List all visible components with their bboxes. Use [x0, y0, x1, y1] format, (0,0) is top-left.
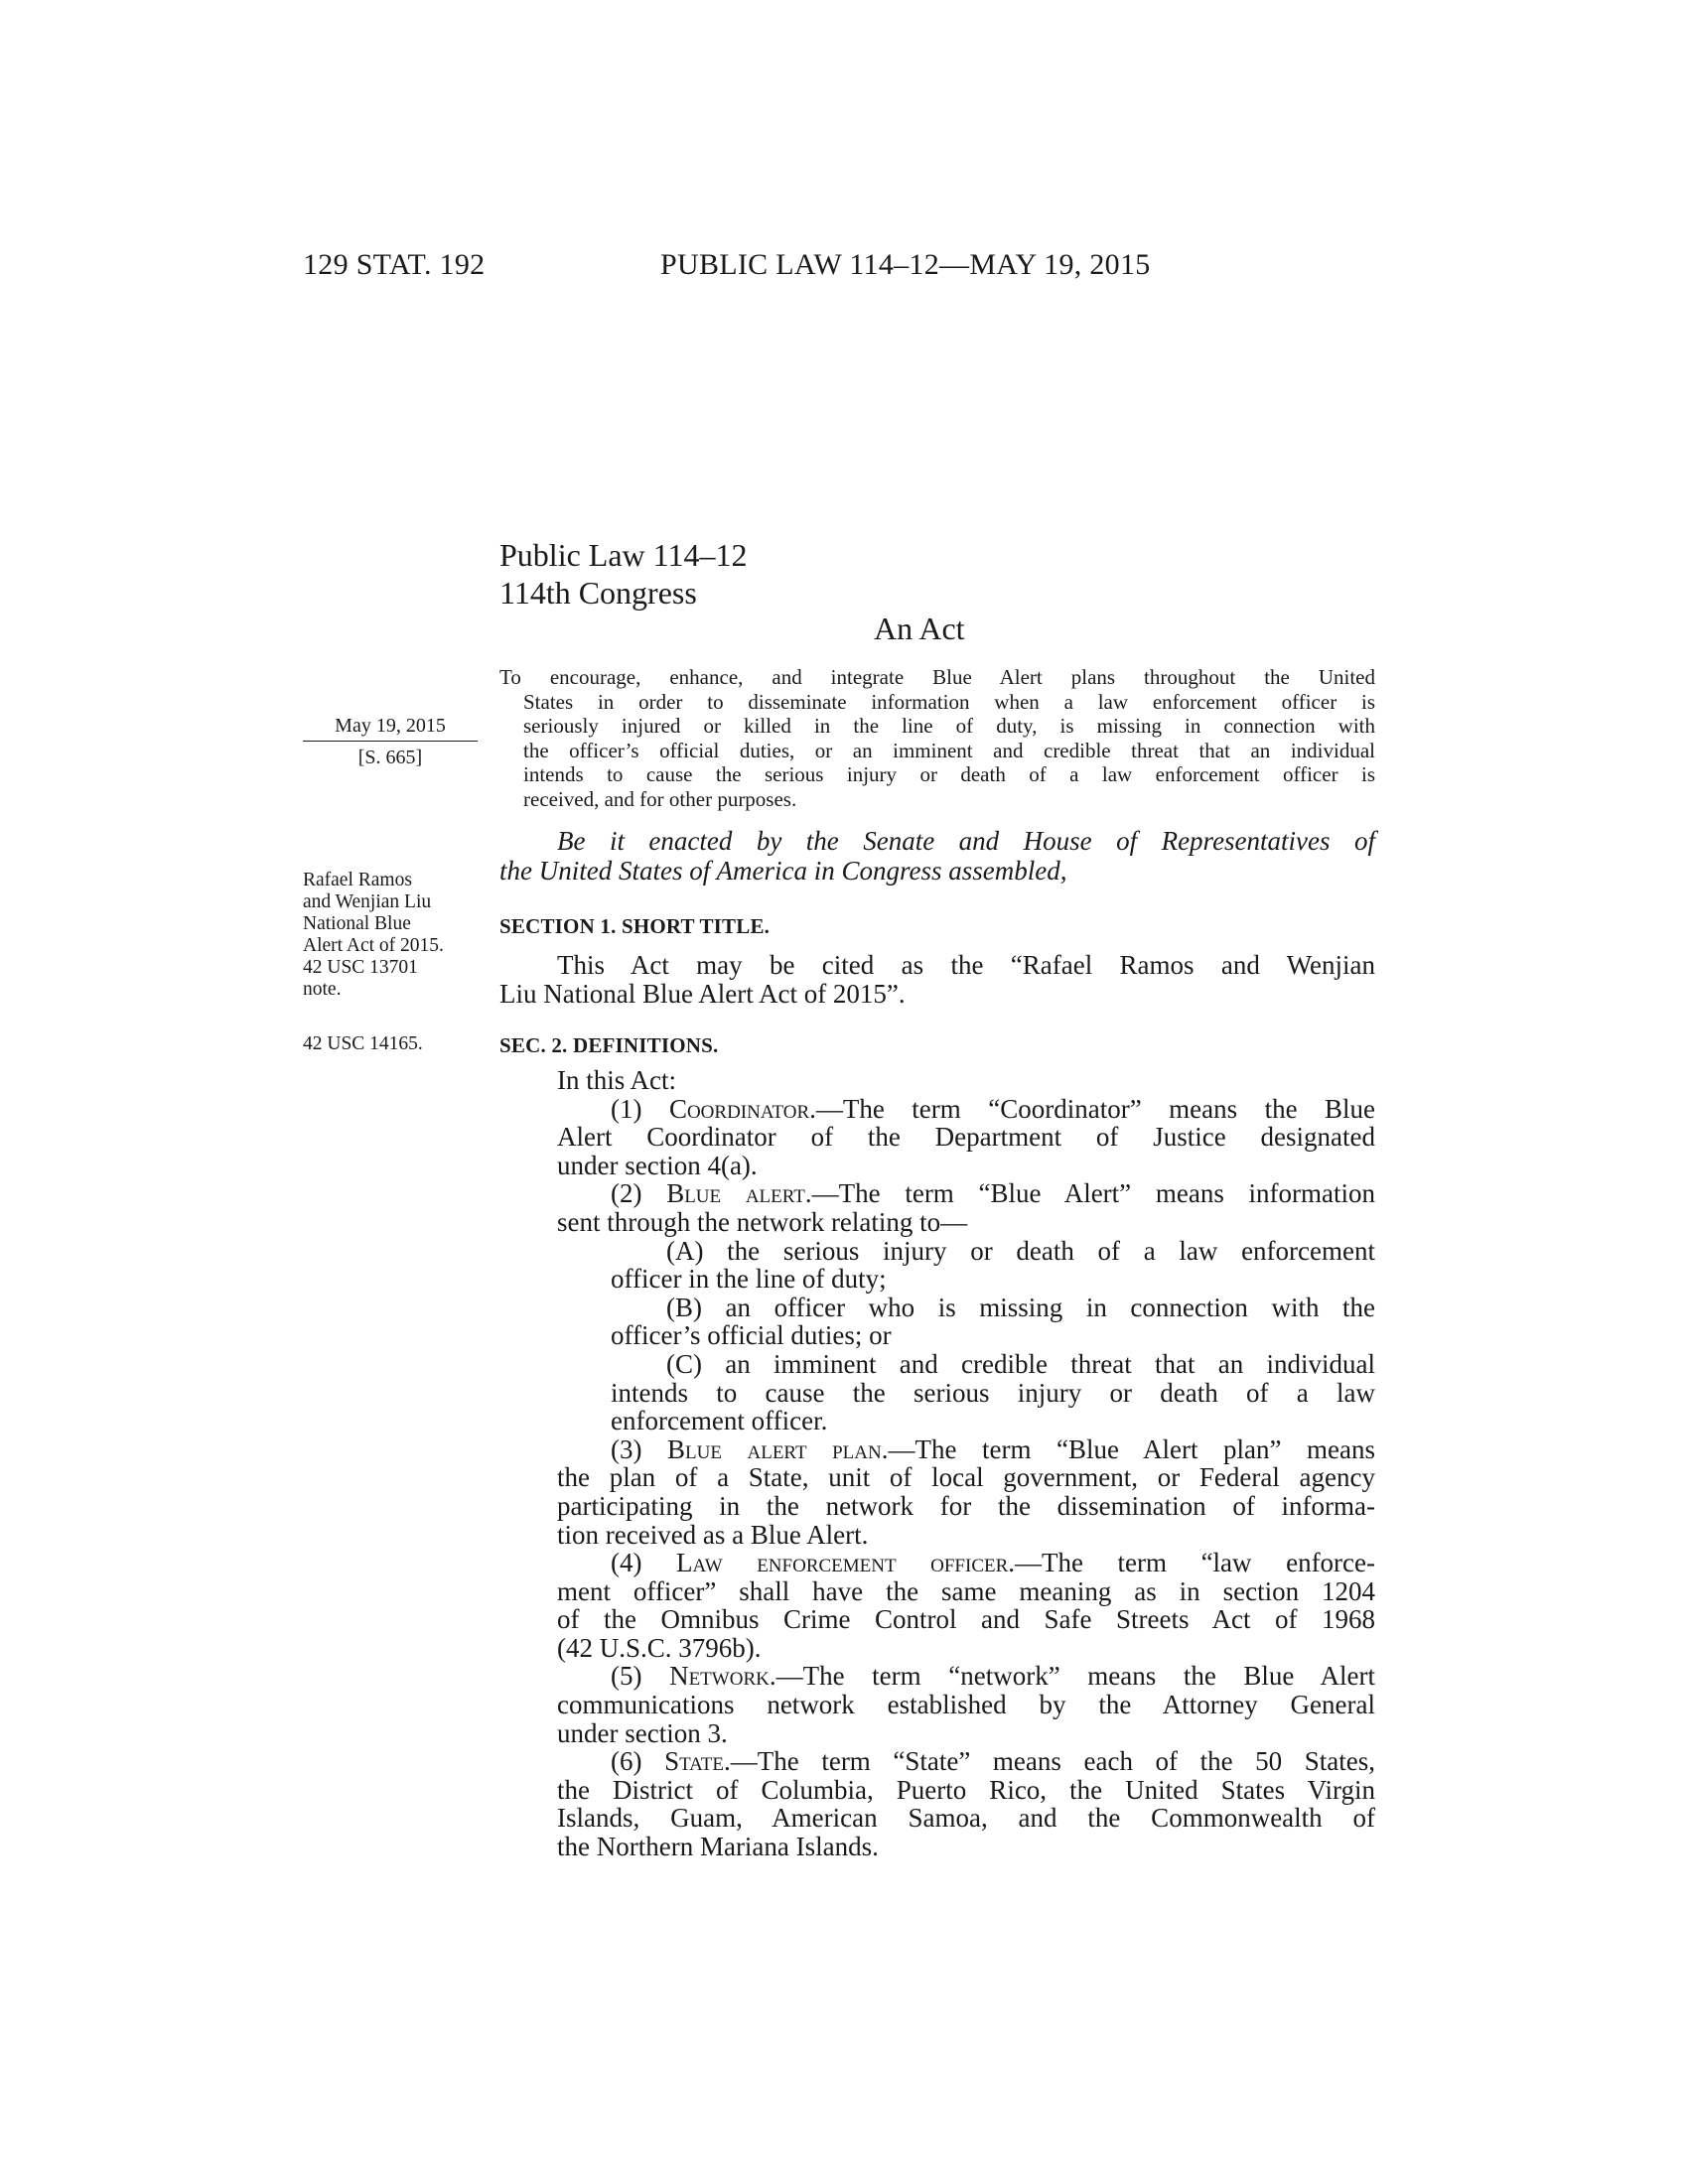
margin-note-line: Rafael Ramos	[303, 870, 412, 890]
definitions-intro: In this Act:	[557, 1065, 676, 1095]
definition-line: under section 3.	[557, 1717, 728, 1748]
def-number: (6)	[611, 1746, 665, 1777]
section-1-line: This Act may be cited as the “Rafael Ramos and Wenjian	[557, 950, 1375, 980]
definition-line: intends to cause the serious injury or death of a law	[611, 1377, 1375, 1408]
margin-note-line: National Blue	[303, 913, 411, 934]
definition-line: sent through the network relating to—	[557, 1206, 968, 1237]
definition-blue-alert-plan	[499, 1435, 1375, 1464]
definition-coordinator	[499, 1095, 1375, 1124]
enacting-line: the United States of America in Congress assembled,	[499, 856, 1067, 886]
long-title-line: seriously injured or killed in the line of duty, is missing in connection with	[523, 714, 1375, 738]
page-reference: 129 STAT. 192	[303, 248, 486, 281]
definition-line: under section 4(a).	[557, 1150, 758, 1180]
margin-note-line: note.	[303, 979, 342, 1000]
long-title-line: States in order to disseminate information when a law enforcement officer is	[523, 689, 1375, 714]
def-number: (4)	[611, 1548, 677, 1578]
margin-rule	[303, 741, 478, 742]
act-label: An Act	[874, 611, 965, 646]
def-text: .—The term “law enforce-	[1008, 1548, 1376, 1578]
definition-line: the plan of a State, unit of local government, or Federal agency	[557, 1462, 1375, 1493]
definition-line: enforcement officer.	[611, 1406, 828, 1436]
def-number: (3)	[611, 1433, 668, 1464]
public-law-number: Public Law 114–12	[499, 537, 748, 573]
def-text: .—The term “Blue Alert” means information	[804, 1178, 1376, 1209]
def-number: (5)	[611, 1661, 670, 1692]
subparagraph-b: (B) an officer who is missing in connection with the	[666, 1292, 1375, 1322]
definition-line: (42 U.S.C. 3796b).	[557, 1632, 762, 1663]
definition-line: officer’s official duties; or	[611, 1320, 892, 1351]
margin-note-line: and Wenjian Liu	[303, 891, 432, 912]
definition-blue-alert	[499, 1179, 1375, 1208]
margin-note-short-title	[303, 870, 492, 1001]
def-number: (2)	[611, 1178, 667, 1209]
running-head-title: PUBLIC LAW 114–12—MAY 19, 2015	[660, 248, 1151, 281]
margin-bill-number: [S. 665]	[357, 747, 423, 768]
def-number: (1)	[611, 1093, 669, 1124]
long-title-line: To encourage, enhance, and integrate Blue Alert plans throughout the United	[499, 665, 1375, 689]
def-term: Law enforcement officer	[676, 1548, 1009, 1578]
enacting-clause	[499, 826, 1375, 886]
def-term: Blue alert plan	[667, 1433, 882, 1464]
long-title-line: the officer’s official duties, or an imminent and credible threat that an individual	[523, 738, 1375, 762]
definition-state	[499, 1747, 1375, 1776]
definition-line: Alert Coordinator of the Department of Justice designated	[557, 1122, 1375, 1153]
congress-label: 114th Congress	[499, 575, 697, 611]
definition-line: of the Omnibus Crime Control and Safe Streets Act of 1968	[557, 1604, 1375, 1635]
def-term: Network	[669, 1661, 770, 1692]
section-2-heading: SEC. 2. DEFINITIONS.	[499, 1033, 719, 1057]
subparagraph-c: (C) an imminent and credible threat that an individual	[666, 1348, 1375, 1379]
def-term: Coordinator	[668, 1093, 810, 1124]
definition-line: the Northern Mariana Islands.	[557, 1832, 879, 1862]
definitions-body	[499, 1066, 1375, 1861]
long-title-line: received, and for other purposes.	[523, 786, 797, 811]
title-block	[499, 536, 747, 612]
margin-date: May 19, 2015	[335, 715, 446, 737]
section-1-heading: SECTION 1. SHORT TITLE.	[499, 914, 771, 938]
margin-note-line: Alert Act of 2015.	[303, 935, 444, 956]
long-title	[499, 665, 1375, 811]
def-term: State	[664, 1746, 725, 1777]
margin-note-line: 42 USC 13701	[303, 957, 418, 978]
definition-line: tion received as a Blue Alert.	[557, 1519, 869, 1550]
definition-line: officer in the line of duty;	[611, 1264, 887, 1295]
def-text: .—The term “State” means each of the 50 States,	[724, 1746, 1376, 1777]
definition-line: communications network established by the Attorney General	[557, 1690, 1375, 1720]
def-text: .—The term “network” means the Blue Alert	[769, 1661, 1375, 1692]
definition-network	[499, 1662, 1375, 1691]
definition-law-enforcement-officer	[499, 1549, 1375, 1577]
section-1-line: Liu National Blue Alert Act of 2015”.	[499, 979, 906, 1009]
margin-note-definitions: 42 USC 14165.	[303, 1033, 423, 1054]
def-text: .—The term “Blue Alert plan” means	[881, 1433, 1375, 1464]
subparagraph-a: (A) the serious injury or death of a law enforcement	[666, 1235, 1375, 1266]
section-1-body	[499, 951, 1375, 1009]
enacting-line: Be it enacted by the Senate and House of Representatives of	[557, 826, 1375, 856]
definition-line: the District of Columbia, Puerto Rico, the United States Virgin	[557, 1774, 1375, 1805]
definition-line: participating in the network for the dissemination of informa-	[557, 1490, 1375, 1521]
def-text: .—The term “Coordinator” means the Blue	[809, 1093, 1376, 1124]
definition-line: ment officer” shall have the same meaning as in section 1204	[557, 1575, 1375, 1606]
long-title-line: intends to cause the serious injury or death of a law enforcement officer is	[523, 762, 1375, 786]
definition-line: Islands, Guam, American Samoa, and the Commonwealth of	[557, 1803, 1375, 1834]
def-term: Blue alert	[666, 1178, 805, 1209]
